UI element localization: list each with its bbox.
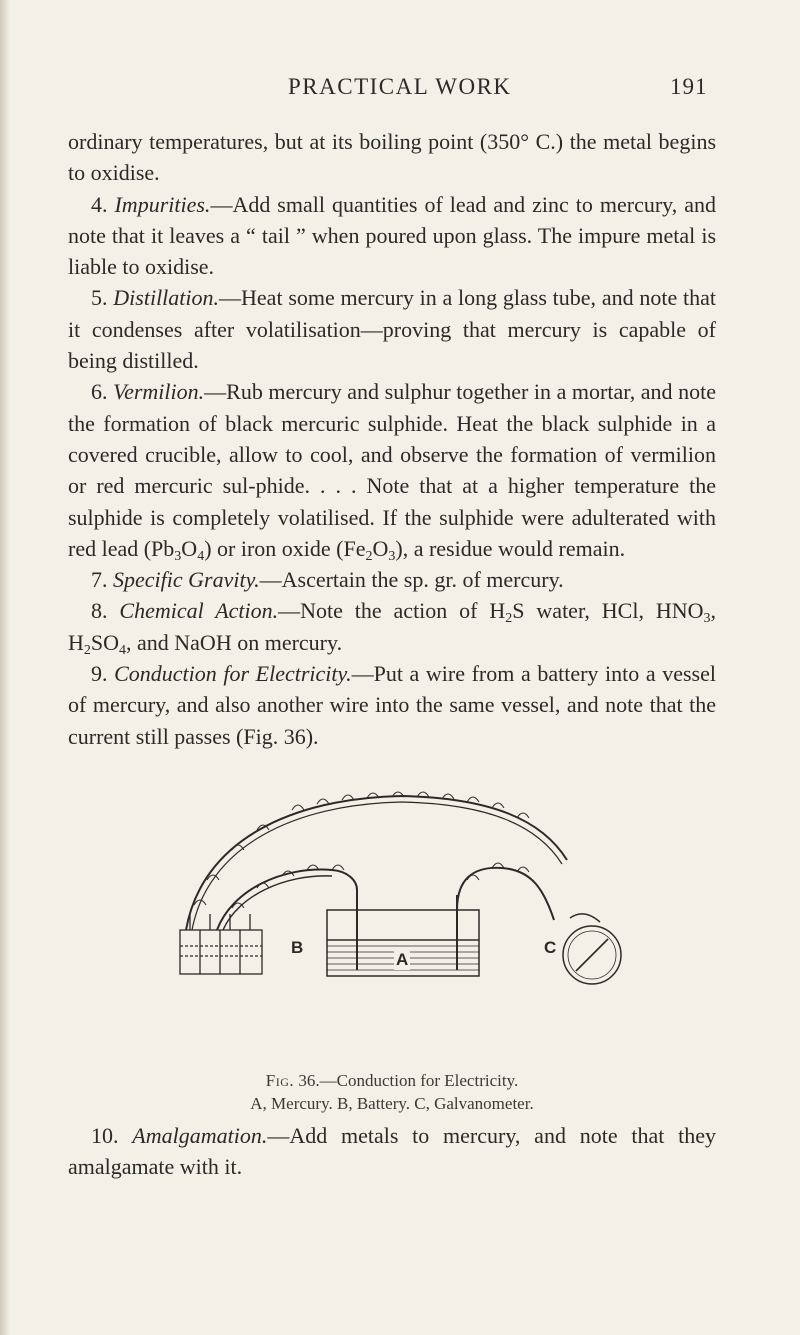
- item-title: Vermilion.: [113, 379, 205, 405]
- item-number: 8.: [91, 598, 108, 624]
- figure-36: [172, 780, 624, 1080]
- paragraph-intro: ordinary temperatures, but at its boiling point (350° C.) the metal begins to oxidise.: [68, 129, 716, 186]
- item-body: O: [372, 535, 389, 561]
- item-title: Specific Gravity.: [113, 567, 260, 593]
- item-title: Conduction for Electricity.: [114, 661, 352, 687]
- item-body: , H: [68, 598, 717, 655]
- subscript: 4: [119, 642, 127, 658]
- item-number: 5.: [91, 285, 108, 311]
- item-body: —Add small quantities of lead and zinc to mercury, and note that it leaves a “ tail ” when poured upon glass. The impure metal is liable to oxidise.: [68, 191, 716, 280]
- subscript: 3: [388, 548, 396, 564]
- caption-legend: A, Mercury. B, Battery. C, Galvanometer.: [250, 1094, 534, 1113]
- item-body: —Note the action of H: [278, 598, 506, 624]
- paragraph-9: [68, 658, 716, 752]
- circuit-illustration: [172, 780, 624, 1080]
- page-number: 191: [670, 74, 708, 99]
- body-text: [68, 126, 716, 752]
- galvanometer: [563, 914, 621, 984]
- item-number: 7.: [91, 567, 108, 593]
- paragraph-10: [68, 1120, 716, 1183]
- subscript: 4: [197, 548, 205, 564]
- running-head: PRACTICAL WORK: [288, 74, 512, 99]
- label-mercury: A: [396, 950, 409, 969]
- paragraph-5: [68, 282, 716, 376]
- paragraph-6: [68, 376, 716, 564]
- paragraph-4: [68, 189, 716, 283]
- label-galvanometer: C: [544, 938, 557, 957]
- item-body: —Rub mercury and sulphur together in a mortar, and note the formation of black mercuric sulphide. Heat the black sulphide in a covered crucible, allow to cool, and observe the formation of vermilion or red mercuric sul-phide. . . . Note that at a higher temperature the sulphide is completely volatilised. If the sulphide were adulterated with red lead (Pb: [68, 379, 717, 561]
- paragraph-8: [68, 595, 716, 658]
- subscript: 3: [703, 611, 711, 627]
- item-title: Impurities.: [114, 191, 211, 217]
- subscript: 2: [505, 611, 513, 627]
- item-title: Chemical Action.: [119, 598, 279, 624]
- subscript: 2: [83, 642, 91, 658]
- figure-caption: [68, 1069, 716, 1115]
- paragraph-7: [68, 564, 716, 595]
- page-binding-shadow: [0, 0, 10, 1335]
- item-body: —Add metals to mercury, and note that they amalgamate with it.: [68, 1123, 716, 1180]
- item-number: 4.: [91, 191, 108, 217]
- item-body: O: [181, 535, 198, 561]
- caption-title: [68, 1069, 716, 1092]
- item-title: Distillation.: [113, 285, 220, 311]
- inner-wire: [217, 870, 357, 930]
- item-number: 6.: [91, 379, 108, 405]
- item-body: —Heat some mercury in a long glass tube, and note that it condenses after volatilisation—proving that mercury is capable of being distilled.: [68, 285, 717, 374]
- subscript: 2: [365, 548, 373, 564]
- subscript: 3: [174, 548, 182, 564]
- item-body: SO: [90, 629, 120, 655]
- item-number: 10.: [91, 1123, 119, 1148]
- body-text-bottom: [68, 1120, 716, 1183]
- item-title: Amalgamation.: [132, 1123, 268, 1148]
- caption-title-text: 36.—Conduction for Electricity.: [294, 1071, 519, 1090]
- label-battery: B: [291, 938, 304, 957]
- item-body: —Ascertain the sp. gr. of mercury.: [259, 567, 564, 593]
- page-header: [0, 74, 800, 104]
- item-body: S water, HCl, HNO: [512, 598, 704, 624]
- item-body: ) or iron oxide (Fe: [204, 535, 366, 561]
- item-body: ), a residue would remain.: [395, 535, 626, 561]
- caption-fig-label: Fig.: [265, 1071, 295, 1090]
- item-number: 9.: [91, 661, 108, 687]
- item-body: , and NaOH on mercury.: [126, 629, 343, 655]
- item-body: —Put a wire from a battery into a vessel of mercury, and also another wire into the same vessel, and note that the current still passes (Fig. 36).: [68, 661, 716, 749]
